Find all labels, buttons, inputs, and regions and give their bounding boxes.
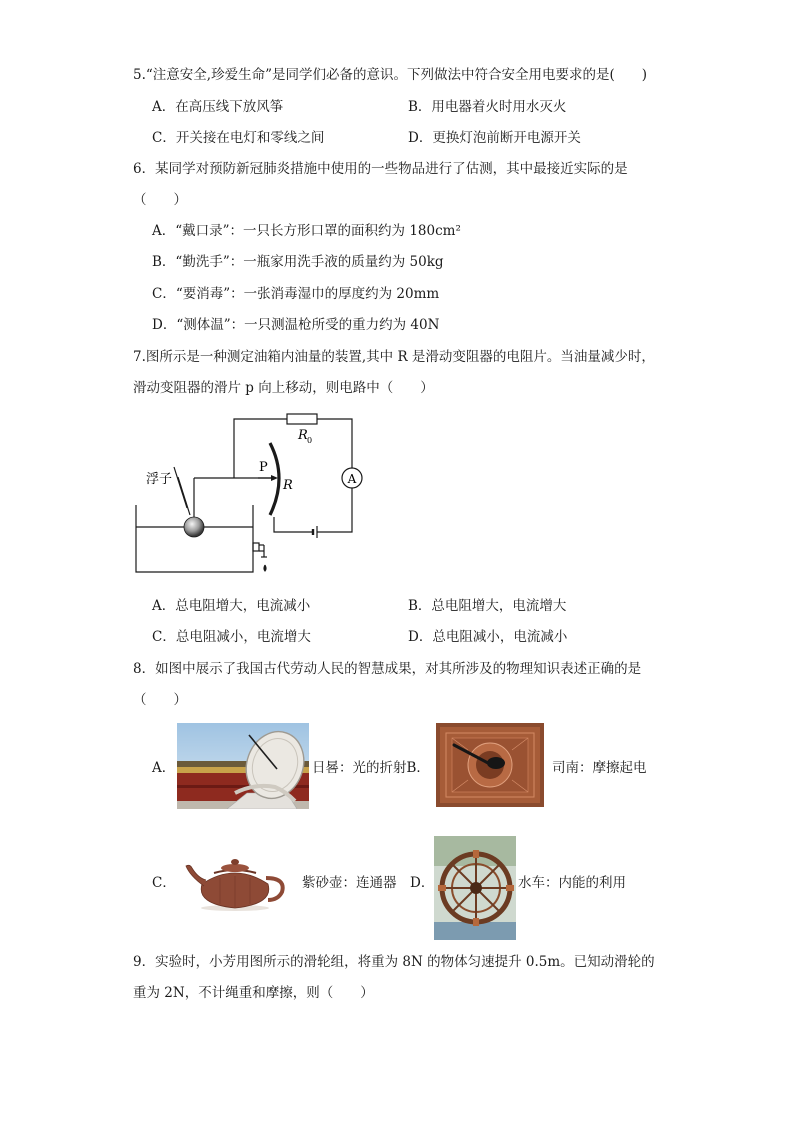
q8-paren: （ ） — [133, 692, 187, 708]
float-label: 浮子 — [146, 472, 173, 487]
p-label: P — [259, 460, 268, 475]
r0-subscript: 0 — [307, 436, 313, 445]
q5-option-b: B．用电器着火时用水灭火 — [408, 99, 567, 115]
ammeter-label: A — [347, 472, 357, 486]
zisha-teapot-image — [180, 848, 290, 912]
q6-option-d: D．“测体温”：一只测温枪所受的重力约为 40N — [152, 317, 440, 333]
sundial-image — [177, 723, 309, 809]
q8-option-d-letter: D． — [410, 875, 435, 891]
q8-option-b-text: 司南：摩擦起电 — [552, 760, 647, 776]
q9-stem-line2: 重为 2N，不计绳重和摩擦，则（ ） — [133, 985, 374, 1001]
r-label: R — [283, 478, 293, 493]
q7-stem-line1: 7.图所示是一种测定油箱内油量的装置,其中 R 是滑动变阻器的电阻片。当油量减少时， — [133, 349, 655, 365]
q7-option-b: B．总电阻增大，电流增大 — [408, 598, 567, 614]
q6-option-c: C．“要消毒”：一张消毒湿巾的厚度约为 20mm — [152, 286, 440, 302]
q6-option-b: B．“勤洗手”：一瓶家用洗手液的质量约为 50kg — [152, 254, 444, 270]
q5-option-c: C．开关接在电灯和零线之间 — [152, 130, 325, 146]
q5-stem: 5.“注意安全,珍爱生命”是同学们必备的意识。下列做法中符合安全用电要求的是( ) — [133, 67, 648, 83]
q8-option-a-text: 日晷：光的折射B． — [312, 760, 430, 776]
q7-option-d: D．总电阻减小，电流减小 — [408, 629, 568, 645]
q5-option-d: D．更换灯泡前断开电源开关 — [408, 130, 581, 146]
q6-paren: （ ） — [133, 192, 187, 208]
q7-option-a: A．总电阻增大，电流减小 — [152, 598, 311, 614]
q8-stem: 8．如图中展示了我国古代劳动人民的智慧成果，对其所涉及的物理知识表述正确的是 — [133, 661, 642, 677]
q8-option-d-text: 水车：内能的利用 — [518, 875, 626, 891]
resistor-r0 — [287, 414, 317, 424]
q5-option-a: A．在高压线下放风筝 — [152, 99, 284, 115]
q8-option-c-letter: C． — [152, 875, 176, 891]
float-ball — [184, 517, 204, 537]
r0-label: R — [298, 428, 308, 443]
q6-stem: 6．某同学对预防新冠肺炎措施中使用的一些物品进行了估测，其中最接近实际的是 — [133, 161, 628, 177]
q7-option-c: C．总电阻减小，电流增大 — [152, 629, 311, 645]
q6-option-a: A．“戴口录”：一只长方形口罩的面积约为 180cm² — [152, 223, 461, 239]
tap-icon — [253, 543, 259, 551]
q7-stem-line2: 滑动变阻器的滑片 p 向上移动，则电路中（ ） — [133, 380, 434, 396]
q8-option-a-letter: A． — [152, 760, 176, 776]
q8-option-c-text: 紫砂壶：连通器 — [302, 875, 397, 891]
sinan-compass-image — [436, 723, 544, 807]
q9-stem-line1: 9．实验时，小芳用图所示的滑轮组，将重为 8N 的物体匀速提升 0.5m。已知动滑轮的 — [133, 954, 655, 970]
water-wheel-image — [434, 836, 516, 940]
oil-gauge-circuit-diagram — [130, 405, 380, 585]
